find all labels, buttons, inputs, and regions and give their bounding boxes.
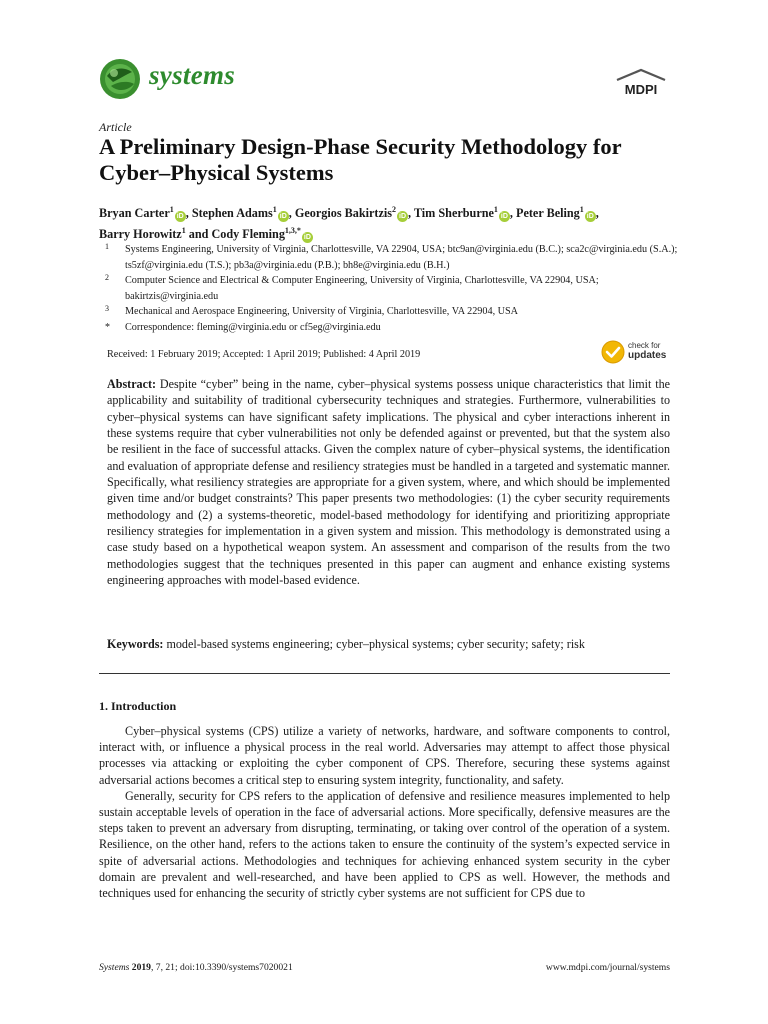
author-name[interactable]: Barry Horowitz xyxy=(99,227,182,242)
check-updates-icon xyxy=(600,339,626,365)
orcid-icon[interactable]: iD xyxy=(399,213,407,221)
author-affiliation-mark: 1 xyxy=(181,226,186,236)
mdpi-logo xyxy=(613,68,669,98)
affiliation-mark: 2 xyxy=(105,273,109,283)
section-heading: 1. Introduction xyxy=(99,699,177,713)
footer-citation-text: , 7, 21; doi:10.3390/systems7020021 xyxy=(150,962,293,973)
author-name[interactable]: Cody Fleming xyxy=(211,227,285,242)
paragraph: Cyber–physical systems (CPS) utilize a variety of networks, hardware, and software components to control, interact with, or influence a physical process in the real world. Adversaries may attempt to affect those physical processes via attacking or exploiting the cyber component of CPS. Therefore, securing these systems against adversarial actions becomes a critical step to ensuring system integrity, functionality, and safety. xyxy=(99,724,670,787)
author-separator: , xyxy=(509,206,517,221)
author-list xyxy=(99,201,679,243)
author-name[interactable]: Stephen Adams xyxy=(191,206,273,221)
affiliation-text: Mechanical and Aerospace Engineering, University of Virginia, Charlottesville, VA 22904, USA xyxy=(125,306,519,318)
publication-dates: Received: 1 February 2019; Accepted: 1 April 2019; Published: 4 April 2019 xyxy=(107,349,421,360)
author-affiliation-mark: 1 xyxy=(493,205,498,214)
author-separator: and xyxy=(185,227,212,242)
affiliation-text: Systems Engineering, University of Virginia, Charlottesville, VA 22904, USA; btc9an@virginia.edu (B.C.); sca2c@virginia.edu (S.A.); ts5zf@virginia.edu (T.S.); pb3a@virginia.edu (P.B.); bh8e@virginia.edu (B.H.) xyxy=(125,244,678,271)
check-updates-line1: check for xyxy=(628,341,661,350)
orcid-icon[interactable]: iD xyxy=(500,213,508,221)
affiliation-item xyxy=(99,320,679,336)
check-for-updates-button[interactable] xyxy=(600,339,680,365)
corresponding-mark: * xyxy=(296,226,301,236)
article-title: A Preliminary Design-Phase Security Methodology for Cyber–Physical Systems xyxy=(99,134,622,185)
author-separator: , xyxy=(288,206,295,221)
orcid-icon[interactable]: iD xyxy=(586,213,594,221)
section-divider xyxy=(99,673,670,674)
footer-url[interactable]: www.mdpi.com/journal/systems xyxy=(545,962,670,973)
author-affiliation-mark: 1 xyxy=(272,205,277,214)
orcid-icon[interactable]: iD xyxy=(303,234,311,242)
affiliation-mark: 3 xyxy=(105,304,109,314)
author-separator: , xyxy=(595,206,599,221)
keywords-text: model-based systems engineering; cyber–physical systems; cyber security; safety; risk xyxy=(163,637,585,651)
keywords xyxy=(107,637,670,652)
affiliation-text: Computer Science and Electrical & Computer Engineering, University of Virginia, Charlottesville, VA 22904, USA; bakirtzis@virginia.edu xyxy=(125,275,599,302)
paragraph: Generally, security for CPS refers to the application of defensive and resilience measures implemented to help sustain acceptable levels of operation in the face of adversarial actions. More specifically, defensive measures are the steps taken to prevent an adversary from disrupting, terminating, or taking over control of the operation of a system. Resilience, on the other hand, refers to the actions taken to ensure the continuity of the system’s expected service in spite of adversarial actions. Methodologies and techniques for achieving enhanced system security in the cyber domain are prevalent and well-researched, and have been applied to CPS as well. However, the methods and techniques used for enhancing the security of strictly cyber systems are not sufficient for CPS due to xyxy=(99,788,670,901)
author-name[interactable]: Peter Beling xyxy=(516,206,580,221)
abstract-text: Despite “cyber” being in the name, cyber–physical systems possess unique characteristics that limit the applicability and suitability of traditional cybersecurity techniques and strategies. Furthermore, vulnerabilities to cyber–physical systems can have significant safety implications. The physical and cyber interactions inherent in these systems require that cyber vulnerabilities not only be defended against or prevented, but that the system also be resilient in the face of successful attacks. Given the complex nature of cyber–physical systems, the identification and evaluation of appropriate defense and resiliency strategies must be handled in a targeted and systematic manner. Specifically, what resiliency strategies are appropriate for a given system, where, and which should be implemented given time and/or budget constraints? This paper presents two methodologies: (1) the cyber security requirements methodology and (2) a systems-theoretic, model-based methodology for identifying and prioritizing appropriate resiliency strategies for implementation in a given system and mission. This methodology is demonstrated using a case study based on a hypothetical weapon system. An assessment and comparison of the results from the two methodologies suggest that the techniques presented in this paper can augment and enhance existing systems engineering approaches with model-based evidence. xyxy=(107,377,670,588)
orcid-icon[interactable]: iD xyxy=(279,213,287,221)
publisher-logo-text: MDPI xyxy=(624,82,658,97)
affiliation-item xyxy=(99,304,679,320)
green-globe-icon xyxy=(99,58,141,100)
footer-journal: Systems xyxy=(99,962,130,973)
affiliation-list xyxy=(99,242,679,336)
keywords-label: Keywords: xyxy=(107,637,164,651)
author-name[interactable]: Bryan Carter xyxy=(99,206,170,221)
introduction-body xyxy=(99,723,670,901)
author-affiliation-mark: 1,3, xyxy=(284,226,297,236)
affiliation-mark: 1 xyxy=(105,242,109,251)
author-name[interactable]: Tim Sherburne xyxy=(413,206,494,221)
abstract xyxy=(107,376,670,588)
article-type: Article xyxy=(99,120,132,134)
affiliation-mark: * xyxy=(105,321,110,333)
affiliation-text: Correspondence: fleming@virginia.edu or cf5eg@virginia.edu xyxy=(125,321,381,333)
author-affiliation-mark: 1 xyxy=(169,205,174,214)
author-affiliation-mark: 2 xyxy=(392,205,397,214)
check-updates-line2: updates xyxy=(628,350,667,361)
author-separator: , xyxy=(185,206,192,221)
abstract-label: Abstract: xyxy=(107,377,157,391)
author-separator: , xyxy=(408,206,414,221)
author-name[interactable]: Georgios Bakirtzis xyxy=(294,206,393,221)
orcid-icon[interactable]: iD xyxy=(176,213,184,221)
journal-name: systems xyxy=(149,60,236,90)
footer-citation xyxy=(99,962,293,973)
affiliation-item xyxy=(99,273,679,304)
footer-year: 2019 xyxy=(131,962,151,973)
author-affiliation-mark: 1 xyxy=(579,205,584,214)
affiliation-item xyxy=(99,242,679,273)
